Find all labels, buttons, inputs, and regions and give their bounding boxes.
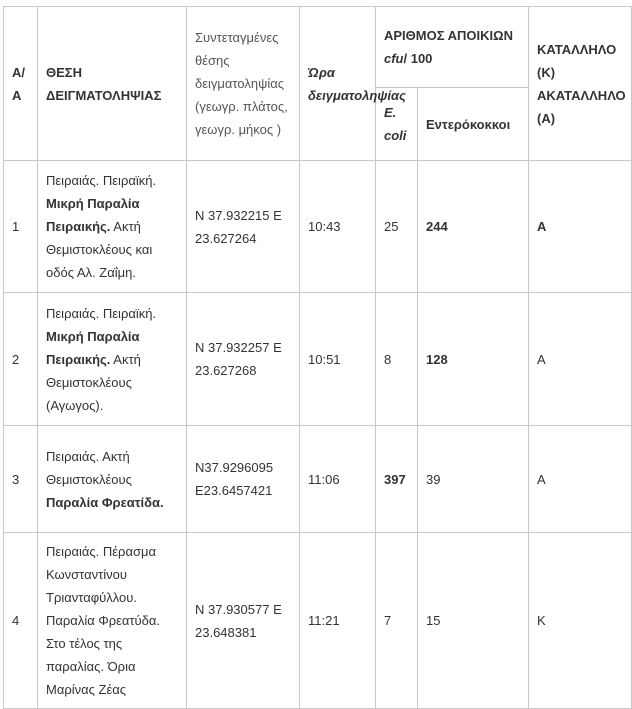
location-bold: Παραλία Φρεατίδα. (46, 494, 164, 510)
cell-coordinates: N 37.932257 E 23.627268 (187, 293, 300, 426)
cell-time: 10:43 (300, 161, 376, 293)
header-row-top (4, 7, 632, 88)
cell-location: Πειραιάς. Πέρασμα Κωνσταντίνου Τριανταφύλλου. Παραλία Φρεατύδα. Στο τέλος της παραλίας. Όρια Μαρίνας Ζέας (38, 533, 187, 709)
header-status: ΚΑΤΑΛΛΗΛΟ (Κ) ΑΚΑΤΑΛΛΗΛΟ (Α) (529, 7, 632, 161)
cell-ecoli: 8 (376, 293, 418, 426)
cell-enterococci: 15 (418, 533, 529, 709)
cell-location (38, 293, 187, 426)
cell-location (38, 426, 187, 533)
header-location: ΘΕΣΗ ΔΕΙΓΜΑΤΟΛΗΨΙΑΣ (38, 7, 187, 161)
cell-time: 10:51 (300, 293, 376, 426)
table-row (4, 533, 632, 709)
cell-aa: 1 (4, 161, 38, 293)
location-text: Πειραιάς. Πειραϊκή. (46, 173, 157, 188)
sampling-results-table (3, 6, 632, 709)
location-text-post: Ακτή Θεμιστοκλέους και οδός Αλ. Ζαΐμη. (46, 219, 153, 280)
cell-status: K (529, 533, 632, 709)
cell-coordinates: N 37.932215 E 23.627264 (187, 161, 300, 293)
location-bold: Μικρή Παραλία Πειραικής. (46, 196, 140, 234)
cell-status: A (529, 293, 632, 426)
cell-ecoli: 25 (376, 161, 418, 293)
header-enterococci: Εντερόκοκκοι (418, 88, 529, 161)
header-colony-count-unit: cfu (384, 51, 404, 66)
cell-aa: 4 (4, 533, 38, 709)
location-bold: Μικρή Παραλία Πειραικής. (46, 328, 140, 367)
location-text: Πειραιάς. Ακτή Θεμιστοκλέους (46, 448, 132, 487)
header-aa: Α/Α (4, 7, 38, 161)
header-ecoli: E. coli (376, 88, 418, 161)
cell-ecoli: 7 (376, 533, 418, 709)
header-colony-count (376, 7, 529, 88)
cell-ecoli: 397 (376, 426, 418, 533)
cell-aa: 2 (4, 293, 38, 426)
cell-location (38, 161, 187, 293)
cell-time: 11:06 (300, 426, 376, 533)
location-text: Πειραιάς. Πειραϊκή. (46, 305, 157, 321)
header-time: Ώρα δειγματοληψίας (300, 7, 376, 161)
location-text-post: Ακτή Θεμιστοκλέους (Αγωγος). (46, 351, 141, 413)
cell-enterococci: 39 (418, 426, 529, 533)
cell-enterococci: 128 (418, 293, 529, 426)
table-row (4, 426, 632, 533)
cell-status: A (529, 161, 632, 293)
cell-time: 11:21 (300, 533, 376, 709)
header-colony-count-main: ΑΡΙΘΜΟΣ ΑΠΟΙΚΙΩΝ (384, 28, 513, 43)
cell-coordinates: N 37.930577 E 23.648381 (187, 533, 300, 709)
cell-coordinates: N37.9296095 E23.6457421 (187, 426, 300, 533)
cell-aa: 3 (4, 426, 38, 533)
table-row (4, 161, 632, 293)
cell-enterococci: 244 (418, 161, 529, 293)
header-coordinates: Συντεταγμένες θέσης δειγματοληψίας (γεωγρ. πλάτος, γεωγρ. μήκος ) (187, 7, 300, 161)
table-row (4, 293, 632, 426)
header-colony-count-rest: / 100 (403, 51, 433, 66)
cell-status: A (529, 426, 632, 533)
